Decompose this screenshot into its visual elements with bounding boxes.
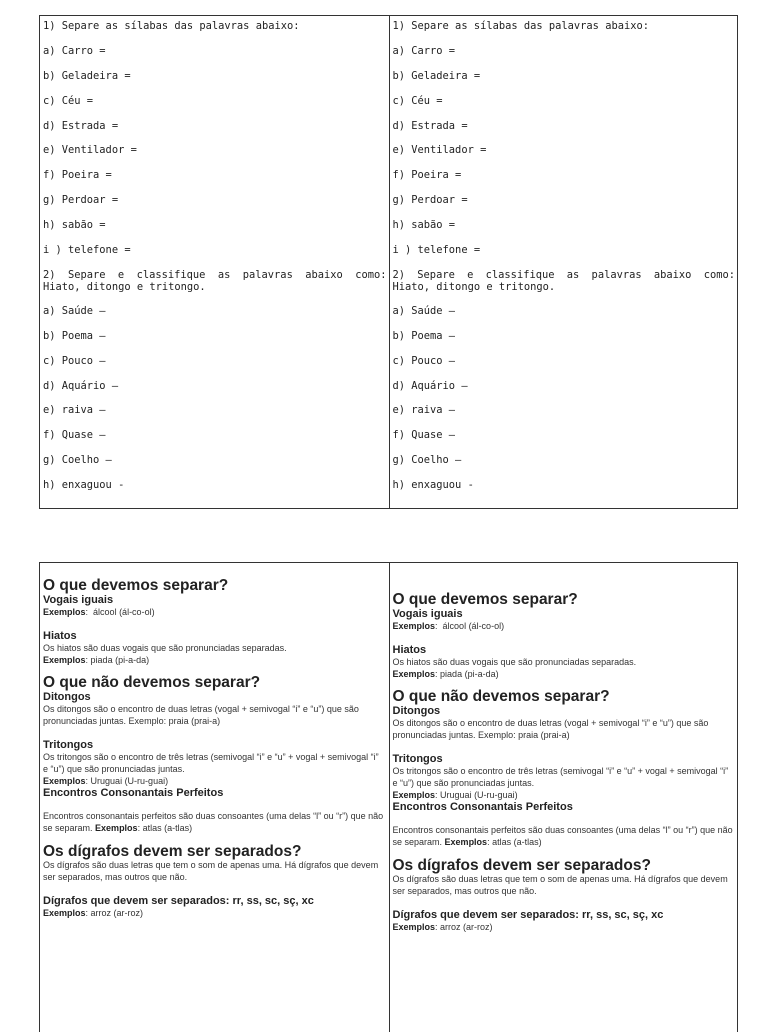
digrafos-separados-title: Dígrafos que devem ser separados: rr, ss, sc, sç, xc	[43, 894, 314, 907]
tritongos-title: Tritongos	[43, 738, 94, 751]
list-item: a) Carro =	[392, 44, 456, 57]
list-item: f) Quase –	[392, 429, 456, 442]
list-item: h) enxaguou -	[43, 479, 125, 492]
ditongos-title: Ditongos	[43, 691, 91, 704]
list-item: g) Perdoar =	[392, 194, 468, 207]
digrafos-separados-example: Exemplos: arroz (ar-roz)	[392, 921, 493, 932]
list-item: e) Ventilador =	[392, 144, 487, 157]
heading-nao-separar: O que não devemos separar?	[43, 674, 261, 692]
hiatos-title: Hiatos	[392, 643, 427, 656]
question-1: 1) Separe as sílabas das palavras abaixo:	[43, 20, 300, 32]
list-item: b) Poema –	[43, 329, 106, 342]
exercise-column-right	[389, 16, 738, 508]
list-item: h) enxaguou -	[392, 479, 474, 492]
ditongos-text: Os ditongos são o encontro de duas letras (vogal + semivogal “i” e “u”) que são pronunciadas juntas. Exemplo: praia (prai-a)	[43, 704, 359, 727]
list-item: g) Coelho –	[392, 454, 462, 467]
list-item: i ) telefone =	[392, 244, 481, 257]
tritongos-text: Os tritongos são o encontro de três letras (semivogal “i” e “u” + vogal + semivogal “i” e “u”) que são pronunciadas juntas.	[43, 751, 379, 774]
list-item: c) Céu =	[392, 94, 443, 107]
theory-column-right	[389, 563, 738, 1032]
list-item: i ) telefone =	[43, 244, 131, 257]
digrafos-text: Os dígrafos são duas letras que tem o som de apenas uma. Há dígrafos que devem ser separados, mas outros que não.	[392, 873, 728, 896]
list-item: e) raiva –	[43, 404, 106, 417]
encontros-title: Encontros Consonantais Perfeitos	[43, 787, 224, 800]
list-item: e) Ventilador =	[43, 144, 137, 157]
list-item: h) sabão =	[392, 219, 456, 232]
hiatos-text: Os hiatos são duas vogais que são pronunciadas separadas.	[43, 642, 287, 653]
list-item: a) Carro =	[43, 44, 106, 57]
digrafos-separados-title: Dígrafos que devem ser separados: rr, ss, sc, sç, xc	[392, 908, 664, 921]
digrafos-separados-example: Exemplos: arroz (ar-roz)	[43, 907, 144, 918]
list-item: c) Pouco –	[43, 354, 106, 367]
hiatos-text: Os hiatos são duas vogais que são pronunciadas separadas.	[392, 656, 637, 667]
list-item: f) Poeira =	[43, 169, 112, 182]
tritongos-title: Tritongos	[392, 752, 443, 765]
vogais-title: Vogais iguais	[43, 594, 114, 606]
list-item: b) Poema –	[392, 329, 456, 342]
heading-digrafos: Os dígrafos devem ser separados?	[392, 856, 651, 874]
list-item: d) Aquário –	[43, 379, 119, 392]
list-item: f) Quase –	[43, 429, 106, 442]
list-item: c) Céu =	[43, 94, 94, 107]
vogais-title: Vogais iguais	[392, 608, 463, 620]
question-2: 2) Separe e classifique as palavras abaixo como: Hiato, ditongo e tritongo.	[43, 268, 387, 293]
digrafos-text: Os dígrafos são duas letras que tem o som de apenas uma. Há dígrafos que devem ser separados, mas outros que não.	[43, 859, 379, 882]
exercise-column-left	[40, 16, 389, 508]
question-2: 2) Separe e classifique as palavras abaixo como: Hiato, ditongo e tritongo.	[392, 268, 735, 293]
exercise-table	[39, 15, 738, 509]
tritongos-text: Os tritongos são o encontro de três letras (semivogal “i” e “u” + vogal + semivogal “i” e “u”) que são pronunciadas juntas.	[392, 765, 729, 788]
encontros-title: Encontros Consonantais Perfeitos	[392, 801, 573, 814]
heading-nao-separar: O que não devemos separar?	[392, 688, 610, 706]
encontros-text: Encontros consonantais perfeitos são duas consoantes (uma delas “l” ou “r”) que não se separam. Exemplos: atlas (a-tlas)	[43, 811, 384, 834]
list-item: f) Poeira =	[392, 169, 462, 182]
list-item: h) sabão =	[43, 219, 106, 232]
tritongos-example: Exemplos: Uruguai (U-ru-guai)	[392, 789, 518, 800]
vogais-example: Exemplos: álcool (ál-co-ol)	[392, 621, 505, 631]
list-item: b) Geladeira =	[43, 69, 131, 82]
vogais-example: Exemplos: álcool (ál-co-ol)	[43, 607, 155, 617]
list-item: e) raiva –	[392, 404, 456, 417]
theory-column-left	[40, 563, 389, 1032]
list-item: d) Estrada =	[392, 119, 468, 132]
heading-separar: O que devemos separar?	[392, 591, 578, 608]
hiatos-example: Exemplos: piada (pi-a-da)	[43, 654, 150, 665]
hiatos-title: Hiatos	[43, 629, 77, 642]
heading-digrafos: Os dígrafos devem ser separados?	[43, 842, 302, 860]
ditongos-title: Ditongos	[392, 705, 441, 718]
tritongos-example: Exemplos: Uruguai (U-ru-guai)	[43, 775, 169, 786]
list-item: b) Geladeira =	[392, 69, 481, 82]
list-item: d) Aquário –	[392, 379, 468, 392]
hiatos-example: Exemplos: piada (pi-a-da)	[392, 668, 499, 679]
theory-table	[39, 562, 738, 1032]
question-1: 1) Separe as sílabas das palavras abaixo:	[392, 20, 649, 32]
list-item: d) Estrada =	[43, 119, 119, 132]
heading-separar: O que devemos separar?	[43, 577, 229, 594]
encontros-text: Encontros consonantais perfeitos são duas consoantes (uma delas “l” ou “r”) que não se separam. Exemplos: atlas (a-tlas)	[392, 825, 733, 848]
ditongos-text: Os ditongos são o encontro de duas letras (vogal + semivogal “i” e “u”) que são pronunciadas juntas. Exemplo: praia (prai-a)	[392, 718, 709, 741]
list-item: g) Perdoar =	[43, 194, 119, 207]
list-item: c) Pouco –	[392, 354, 456, 367]
list-item: a) Saúde –	[43, 304, 106, 317]
list-item: g) Coelho –	[43, 454, 112, 467]
list-item: a) Saúde –	[392, 304, 456, 317]
